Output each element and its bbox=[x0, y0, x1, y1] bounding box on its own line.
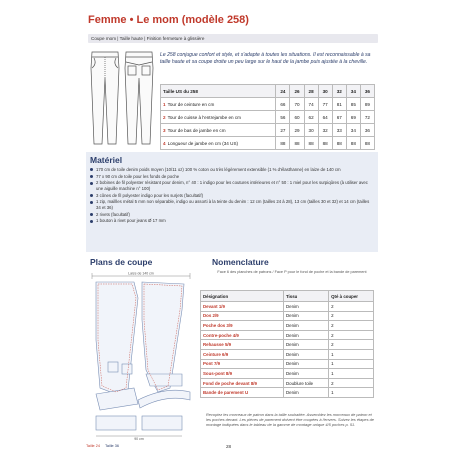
cutting-layout-diagram bbox=[86, 270, 196, 442]
table-cell: 89 bbox=[360, 98, 374, 111]
piece-fabric: Denim bbox=[283, 369, 328, 379]
piece-quantity: 1 bbox=[329, 388, 374, 398]
page-subtitle: Coupe mom | Taille haute | Finition fermeture à glissière bbox=[88, 34, 378, 43]
pattern-pieces bbox=[96, 282, 190, 430]
table-row bbox=[201, 359, 374, 369]
pattern-piece-fond-poche bbox=[96, 416, 136, 430]
column-header: Tissu bbox=[283, 291, 328, 302]
piece-fabric: Denim bbox=[283, 359, 328, 369]
list-item: 170 cm de toile denim poids moyen (10/11 oz) 100 % coton ou très légèrement extensible (1 % d'élasthanne) en laize de 140 cm bbox=[90, 167, 375, 173]
table-row bbox=[201, 321, 374, 331]
piece-quantity: 2 bbox=[329, 302, 374, 312]
table-cell: 88 bbox=[360, 137, 374, 150]
measure-label bbox=[161, 137, 276, 150]
piece-quantity: 2 bbox=[329, 340, 374, 350]
size-table-header-row bbox=[161, 85, 375, 98]
table-row bbox=[201, 378, 374, 388]
table-row bbox=[161, 137, 375, 150]
table-row bbox=[201, 302, 374, 312]
piece-quantity: 1 bbox=[329, 349, 374, 359]
piece-fabric: Denim bbox=[283, 388, 328, 398]
piece-fabric: Denim bbox=[283, 340, 328, 350]
table-cell: 72 bbox=[360, 111, 374, 124]
table-row bbox=[161, 98, 375, 111]
list-item: 1 zip, maillles métal 5 mm non séparable, indigo ou assorti à la teinte du denim : 12 cm (tailles 24 à 28), 13 cm (tailles 30 et 32) et 14 cm (tailles 34 et 36) bbox=[90, 199, 375, 210]
jeans-back-drawing bbox=[125, 52, 153, 144]
plan-heading: Plans de coupe bbox=[90, 257, 153, 267]
nomenclature-heading: Nomenclature bbox=[212, 257, 269, 267]
nomenclature-note: Face 6 des planches de patrons / Face P pour le fond de poche et la bande de parement bbox=[217, 270, 367, 274]
table-row bbox=[201, 311, 374, 321]
table-cell: 88 bbox=[276, 137, 290, 150]
size-col: 36 bbox=[360, 85, 374, 98]
table-cell: 81 bbox=[332, 98, 346, 111]
piece-name: Fond de poche devant 8/9 bbox=[201, 378, 284, 388]
table-cell: 88 bbox=[290, 137, 304, 150]
pattern-piece-poche-2 bbox=[122, 364, 132, 374]
measure-label bbox=[161, 124, 276, 137]
nomenclature-table bbox=[200, 290, 374, 398]
table-row bbox=[161, 111, 375, 124]
piece-name: Devant 1/9 bbox=[201, 302, 284, 312]
piece-quantity: 1 bbox=[329, 369, 374, 379]
page-title: Femme • Le mom (modèle 258) bbox=[88, 14, 249, 26]
table-cell: 34 bbox=[346, 124, 360, 137]
table-row bbox=[201, 340, 374, 350]
size-table bbox=[160, 84, 375, 150]
size-col: 28 bbox=[304, 85, 318, 98]
jeans-front-drawing bbox=[91, 52, 119, 144]
table-row bbox=[201, 349, 374, 359]
measure-text: Tour de ceinture en cm bbox=[167, 101, 215, 107]
piece-quantity: 1 bbox=[329, 359, 374, 369]
nomenclature-footnote: Recopiez les morceaux de patron dans la taille souhaitée. Assemblez les morceaux de patron et les poches devant. Les pièces de parement doivent être coupées à l'envers. Suivez les étapes de montage indiquées dans le tableau de la gamme de montage unique 4/5 poches p. 51. bbox=[206, 412, 374, 427]
table-cell: 74 bbox=[304, 98, 318, 111]
measure-number: 4 bbox=[163, 140, 166, 146]
model-description: Le 258 conjugue confort et style, et s'adapte à toutes les situations. Il est reconnaissable à sa taille haute et sa coupe droite un peu large sur le haut de la jambe puis ajustée à la cheville. bbox=[160, 52, 371, 65]
size-col: 32 bbox=[332, 85, 346, 98]
table-cell: 36 bbox=[360, 124, 374, 137]
piece-quantity: 2 bbox=[329, 378, 374, 388]
legend-size-24: Taille 24 bbox=[86, 444, 100, 448]
materiel-list bbox=[90, 167, 375, 225]
measure-text: Longueur de jambe en cm (34 US) bbox=[167, 140, 239, 146]
list-item: 3 cônes de fil polyester indigo pour les surjets (facultatif) bbox=[90, 193, 375, 199]
measure-label bbox=[161, 111, 276, 124]
column-header: Qté à couper bbox=[329, 291, 374, 302]
pattern-piece-fond-poche-2 bbox=[142, 416, 182, 430]
pattern-piece-poche bbox=[108, 362, 118, 372]
table-cell: 88 bbox=[318, 137, 332, 150]
table-cell: 77 bbox=[318, 98, 332, 111]
size-col: 24 bbox=[276, 85, 290, 98]
piece-quantity: 2 bbox=[329, 330, 374, 340]
materiel-heading: Matériel bbox=[90, 155, 123, 165]
list-item: 77 x 90 cm de toile pour les fonds de poche bbox=[90, 174, 375, 180]
fabric-bottom-label: 90 cm bbox=[134, 437, 144, 441]
piece-fabric: Denim bbox=[283, 321, 328, 331]
list-item: 2 rivets (facultatif) bbox=[90, 212, 375, 218]
pattern-piece-rehausse bbox=[146, 374, 182, 386]
table-row bbox=[201, 388, 374, 398]
piece-name: Contre-poche 4/9 bbox=[201, 330, 284, 340]
size-col: 26 bbox=[290, 85, 304, 98]
piece-name: Rehausse 5/9 bbox=[201, 340, 284, 350]
table-cell: 29 bbox=[290, 124, 304, 137]
piece-name: Bande de parement U bbox=[201, 388, 284, 398]
table-cell: 69 bbox=[346, 111, 360, 124]
table-cell: 88 bbox=[346, 137, 360, 150]
table-cell: 30 bbox=[304, 124, 318, 137]
table-cell: 67 bbox=[332, 111, 346, 124]
fabric-width-label: Laize de 140 cm bbox=[128, 271, 154, 276]
table-cell: 88 bbox=[332, 137, 346, 150]
size-table-header-label: Taille US du 258 bbox=[161, 85, 276, 98]
table-cell: 33 bbox=[332, 124, 346, 137]
piece-fabric: Denim bbox=[283, 311, 328, 321]
piece-name: Pont 7/9 bbox=[201, 359, 284, 369]
table-cell: 85 bbox=[346, 98, 360, 111]
piece-name: Ceinture 6/9 bbox=[201, 349, 284, 359]
page-number: 28 bbox=[226, 444, 232, 449]
table-cell: 66 bbox=[276, 98, 290, 111]
piece-name: Poche dos 3/9 bbox=[201, 321, 284, 331]
table-cell: 88 bbox=[304, 137, 318, 150]
measure-number: 2 bbox=[163, 114, 166, 120]
pattern-piece-ceinture bbox=[96, 388, 138, 410]
piece-fabric: Denim bbox=[283, 330, 328, 340]
size-col: 30 bbox=[318, 85, 332, 98]
list-item: 2 bobines de fil polyester résistant pour denim, n° 40 : 1 indigo pour les coutures intérieures et n° 50 : 1 miel pour les surpiqûres (à utiliser avec une aiguille machine n° 100) bbox=[90, 180, 375, 191]
measure-number: 3 bbox=[163, 127, 166, 133]
legend-size-36: Taille 36 bbox=[105, 444, 119, 448]
table-cell: 27 bbox=[276, 124, 290, 137]
table-row bbox=[201, 369, 374, 379]
measure-number: 1 bbox=[163, 101, 166, 107]
table-cell: 60 bbox=[290, 111, 304, 124]
piece-name: Sous-pont 8/9 bbox=[201, 369, 284, 379]
piece-quantity: 2 bbox=[329, 321, 374, 331]
list-item: 1 bouton à rivet pour jeans Ø 17 mm bbox=[90, 218, 375, 224]
column-header: Désignation bbox=[201, 291, 284, 302]
table-row bbox=[161, 124, 375, 137]
piece-fabric: Denim bbox=[283, 302, 328, 312]
pattern-piece-bande bbox=[138, 390, 190, 408]
piece-name: Dos 2/9 bbox=[201, 311, 284, 321]
table-cell: 56 bbox=[276, 111, 290, 124]
size-legend bbox=[86, 444, 119, 448]
piece-fabric: Denim bbox=[283, 349, 328, 359]
measure-label bbox=[161, 98, 276, 111]
piece-quantity: 2 bbox=[329, 311, 374, 321]
table-cell: 32 bbox=[318, 124, 332, 137]
piece-fabric: Doublure toile bbox=[283, 378, 328, 388]
size-col: 34 bbox=[346, 85, 360, 98]
measure-text: Tour de bas de jambe en cm bbox=[167, 127, 226, 133]
measure-text: Tour de cuisse à l'entrejambe en cm bbox=[167, 114, 241, 120]
table-cell: 62 bbox=[304, 111, 318, 124]
nomenclature-header-row bbox=[201, 291, 374, 302]
table-cell: 64 bbox=[318, 111, 332, 124]
table-cell: 70 bbox=[290, 98, 304, 111]
table-row bbox=[201, 330, 374, 340]
